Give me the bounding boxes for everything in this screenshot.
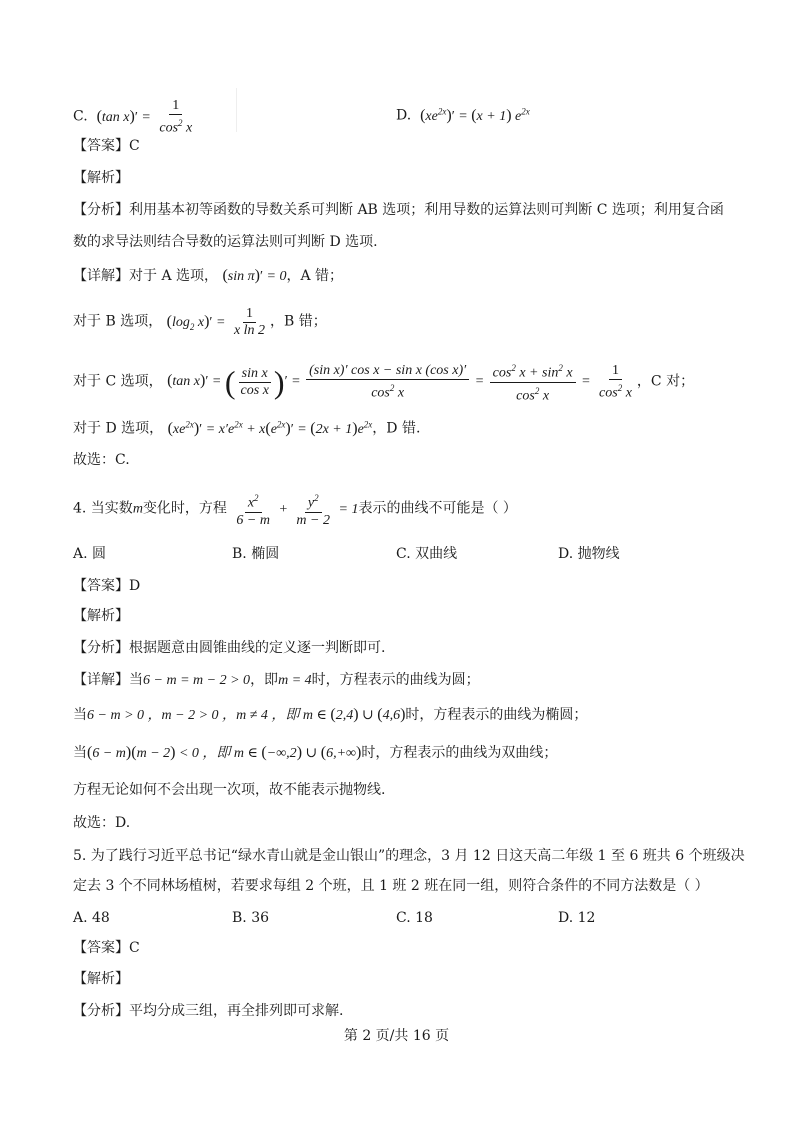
q4-conclusion: 故选：D. <box>73 815 131 831</box>
q3-detail-c: 对于 C 选项， (tan x)′ = ( $\frac{\text{sin x}}{\text{cos x}}$ )′ = $\frac{\text{(sin x)′ cos x − sin x (cos x)′}}{\cos^2 x}$ = $\frac{\cos^2 x + \sin^2 x}{\cos^2 x}$ = $\frac{1}{\cos^2 x}$ ，C 对； <box>73 360 694 404</box>
q5-fenxi: 【分析】平均分成三组，再全排列即可求解. <box>73 1003 344 1019</box>
q3-fenxi-line2: 数的求导法则结合导数的运算法则可判断 D 选项. <box>73 234 378 250</box>
crop-divider <box>236 88 237 132</box>
q3-option-d: D. $(xe^{2x})' = (x + 1)$ $e^{2x}$ <box>396 106 530 124</box>
q4-option-b: B. 椭圆 <box>232 546 280 562</box>
q5-analysis-heading: 【解析】 <box>73 971 129 987</box>
q3-option-d-formula: $(xe^{2x})' = (x + 1)$ $e^{2x}$ <box>420 106 530 124</box>
q3-detail-b: 对于 B 选项， ($\log_2$ x)′ = $\frac{1}{\text{x ln 2}}$ ，B 错； <box>73 306 327 338</box>
q4-option-a: A. 圆 <box>73 546 107 562</box>
q3-detail-a: 【详解】对于 A 选项， (sin π)′ = 0，A 错； <box>73 267 344 284</box>
q5-option-d: D. 12 <box>558 910 596 926</box>
q5-option-a: A. 48 <box>73 910 110 926</box>
q5-stem-line2: 定去 3 个不同林场植树，若要求每组 2 个班，且 1 班 2 班在同一组，则符合条件的不同方法数是（ ） <box>73 878 709 894</box>
q4-detail-1: 【详解】当6 − m = m − 2 > 0，即m = 4时，方程表示的曲线为圆； <box>73 672 480 688</box>
q3-fenxi-line1: 【分析】利用基本初等函数的导数关系可判断 AB 选项；利用导数的运算法则可判断 C 选项；利用复合函 <box>73 202 724 218</box>
q5-answer: 【答案】C <box>73 940 140 956</box>
page-footer: 第 2 页/共 16 页 <box>343 1028 450 1044</box>
q4-stem: 4. 当实数m变化时，方程 $\frac{x^2}{6 - m}$ + $\frac{y^2}{m - 2}$ = 1表示的曲线不可能是（ ） <box>73 490 517 529</box>
q5-option-c: C. 18 <box>396 910 433 926</box>
q4-detail-2: 当6 − m > 0 ，m − 2 > 0 ，m ≠ 4 ，即 m ∈ (2,4) ∪ (4,6)时，方程表示的曲线为椭圆； <box>73 706 588 723</box>
q4-option-c: C. 双曲线 <box>396 546 458 562</box>
q4-analysis-heading: 【解析】 <box>73 608 129 624</box>
q4-option-d: D. 抛物线 <box>558 546 620 562</box>
q3-option-c-formula: (tan x)′ = $\frac{1}{\cos^2 x}$ <box>96 98 193 136</box>
q3-analysis-heading: 【解析】 <box>73 170 129 186</box>
q3-conclusion: 故选：C. <box>73 452 130 468</box>
q5-stem-line1: 5. 为了践行习近平总书记“绿水青山就是金山银山”的理念，3 月 12 日这天高二年级 1 至 6 班共 6 个班级决 <box>73 848 745 864</box>
q4-detail-3: 当(6 − m)(m − 2) < 0 ，即 m ∈ (−∞,2) ∪ (6,+∞)时，方程表示的曲线为双曲线； <box>73 744 558 761</box>
q5-option-b: B. 36 <box>232 910 270 926</box>
q3-answer: 【答案】C <box>73 138 140 154</box>
q4-answer: 【答案】D <box>73 578 141 594</box>
q3-option-c: C. (tan x)′ = $\frac{1}{\cos^2 x}$ <box>73 98 197 137</box>
q4-fenxi: 【分析】根据题意由圆锥曲线的定义逐一判断即可. <box>73 640 386 656</box>
q3-detail-d: 对于 D 选项， $(xe^{2x})' = x'e^{2x} + x(e^{2x})' = (2x + 1)e^{2x}$，D 错. <box>73 419 421 437</box>
q4-detail-4: 方程无论如何不会出现一次项，故不能表示抛物线. <box>73 782 386 798</box>
